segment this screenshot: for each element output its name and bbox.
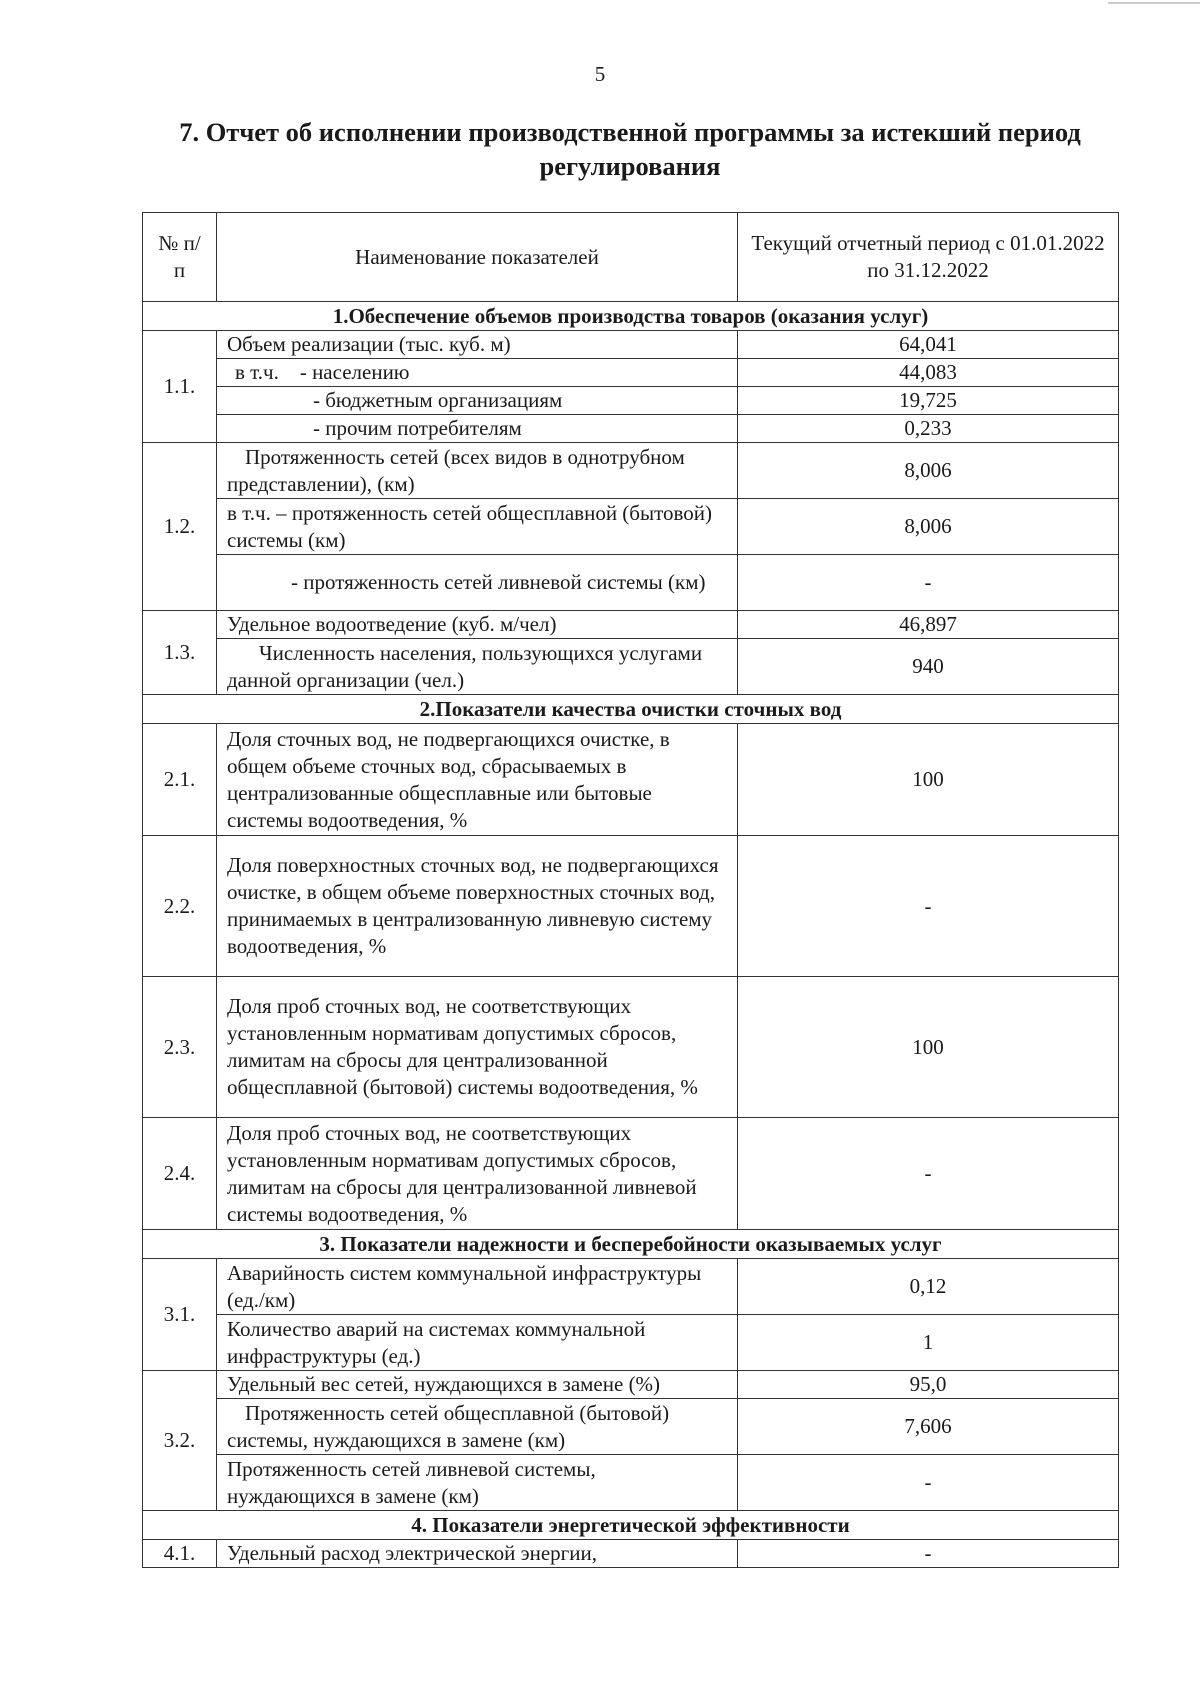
row-number: 1.3.: [143, 611, 217, 695]
indicator-name: в т.ч. - населению: [217, 359, 738, 387]
indicator-name: Численность населения, пользующихся услугами данной организации (чел.): [217, 639, 738, 695]
indicator-value: 7,606: [738, 1399, 1119, 1455]
row-number: 1.1.: [143, 331, 217, 443]
table-row: [143, 1399, 1119, 1455]
table-row: [143, 1371, 1119, 1399]
indicator-value: -: [738, 1540, 1119, 1568]
indicator-value: 0,12: [738, 1259, 1119, 1315]
indicator-value: -: [738, 836, 1119, 977]
indicator-name: в т.ч. – протяженность сетей общесплавной (бытовой) системы (км): [217, 499, 738, 555]
indicator-value: 0,233: [738, 415, 1119, 443]
section-row: [143, 302, 1119, 331]
indicator-value: -: [738, 555, 1119, 611]
row-number: 4.1.: [143, 1540, 217, 1568]
indicator-name: Протяженность сетей (всех видов в однотрубном представлении), (км): [217, 443, 738, 499]
indicator-name: Протяженность сетей общесплавной (бытовой) системы, нуждающихся в замене (км): [217, 1399, 738, 1455]
row-number: 2.1.: [143, 724, 217, 836]
row-number: 1.2.: [143, 443, 217, 611]
page-number: 5: [594, 62, 606, 86]
table-row: [143, 499, 1119, 555]
section-title: 3. Показатели надежности и бесперебойности оказываемых услуг: [143, 1230, 1119, 1259]
indicator-name: Доля проб сточных вод, не соответствующих установленным нормативам допустимых сбросов, лимитам на сбросы для централизованной общесплавной (бытовой) системы водоотведения, %: [217, 977, 738, 1118]
indicator-value: 1: [738, 1315, 1119, 1371]
table-row: [143, 1315, 1119, 1371]
row-number: 2.4.: [143, 1118, 217, 1230]
table-row: [143, 331, 1119, 359]
indicator-name: Количество аварий на системах коммунальной инфраструктуры (ед.): [217, 1315, 738, 1371]
report-table: [142, 212, 1119, 1568]
table-row: [143, 359, 1119, 387]
indicator-name: Доля поверхностных сточных вод, не подвергающихся очистке, в общем объеме поверхностных сточных вод, принимаемых в централизованную ливневую систему водоотведения, %: [217, 836, 738, 977]
indicator-name: - прочим потребителям: [217, 415, 738, 443]
table-row: [143, 1259, 1119, 1315]
indicator-name: Доля сточных вод, не подвергающихся очистке, в общем объеме сточных вод, сбрасываемых в централизованные общесплавные или бытовые системы водоотведения, %: [217, 724, 738, 836]
table-header-row: [143, 213, 1119, 302]
indicator-name: Удельный вес сетей, нуждающихся в замене (%): [217, 1371, 738, 1399]
table-row: [143, 724, 1119, 836]
indicator-name: Протяженность сетей ливневой системы, нуждающихся в замене (км): [217, 1455, 738, 1511]
section-title: 4. Показатели энергетической эффективности: [143, 1511, 1119, 1540]
page-title: 7. Отчет об исполнении производственной программы за истекший период регулирования: [179, 117, 1081, 181]
indicator-value: 19,725: [738, 387, 1119, 415]
table-row: [143, 555, 1119, 611]
indicator-value: -: [738, 1118, 1119, 1230]
section-title: 1.Обеспечение объемов производства товаров (оказания услуг): [143, 302, 1119, 331]
table-row: [143, 443, 1119, 499]
indicator-name: - протяженность сетей ливневой системы (км): [217, 555, 738, 611]
indicator-name: Аварийность систем коммунальной инфраструктуры (ед./км): [217, 1259, 738, 1315]
row-number: 2.3.: [143, 977, 217, 1118]
section-row: [143, 1230, 1119, 1259]
indicator-value: 940: [738, 639, 1119, 695]
indicator-value: 95,0: [738, 1371, 1119, 1399]
section-row: [143, 1511, 1119, 1540]
indicator-value: 100: [738, 977, 1119, 1118]
table-row: [143, 639, 1119, 695]
header-num: № п/п: [143, 213, 217, 302]
table-row: [143, 387, 1119, 415]
row-number: 3.2.: [143, 1371, 217, 1511]
indicator-name: Удельный расход электрической энергии,: [217, 1540, 738, 1568]
table-row: [143, 836, 1119, 977]
scan-edge-mark: [1108, 2, 1200, 4]
table-row: [143, 611, 1119, 639]
row-number: 3.1.: [143, 1259, 217, 1371]
indicator-value: 64,041: [738, 331, 1119, 359]
indicator-value: 100: [738, 724, 1119, 836]
indicator-value: -: [738, 1455, 1119, 1511]
header-name: Наименование показателей: [217, 213, 738, 302]
section-row: [143, 695, 1119, 724]
indicator-name: Удельное водоотведение (куб. м/чел): [217, 611, 738, 639]
indicator-name: Доля проб сточных вод, не соответствующих установленным нормативам допустимых сбросов, лимитам на сбросы для централизованной ливневой системы водоотведения, %: [217, 1118, 738, 1230]
indicator-value: 46,897: [738, 611, 1119, 639]
header-value: Текущий отчетный период с 01.01.2022 по 31.12.2022: [738, 213, 1119, 302]
table-row: [143, 1118, 1119, 1230]
row-number: 2.2.: [143, 836, 217, 977]
table-row: [143, 415, 1119, 443]
indicator-value: 8,006: [738, 499, 1119, 555]
table-row: [143, 977, 1119, 1118]
indicator-name: - бюджетным организациям: [217, 387, 738, 415]
table-row: [143, 1540, 1119, 1568]
table-row: [143, 1455, 1119, 1511]
section-title: 2.Показатели качества очистки сточных вод: [143, 695, 1119, 724]
indicator-value: 8,006: [738, 443, 1119, 499]
indicator-value: 44,083: [738, 359, 1119, 387]
indicator-name: Объем реализации (тыс. куб. м): [217, 331, 738, 359]
